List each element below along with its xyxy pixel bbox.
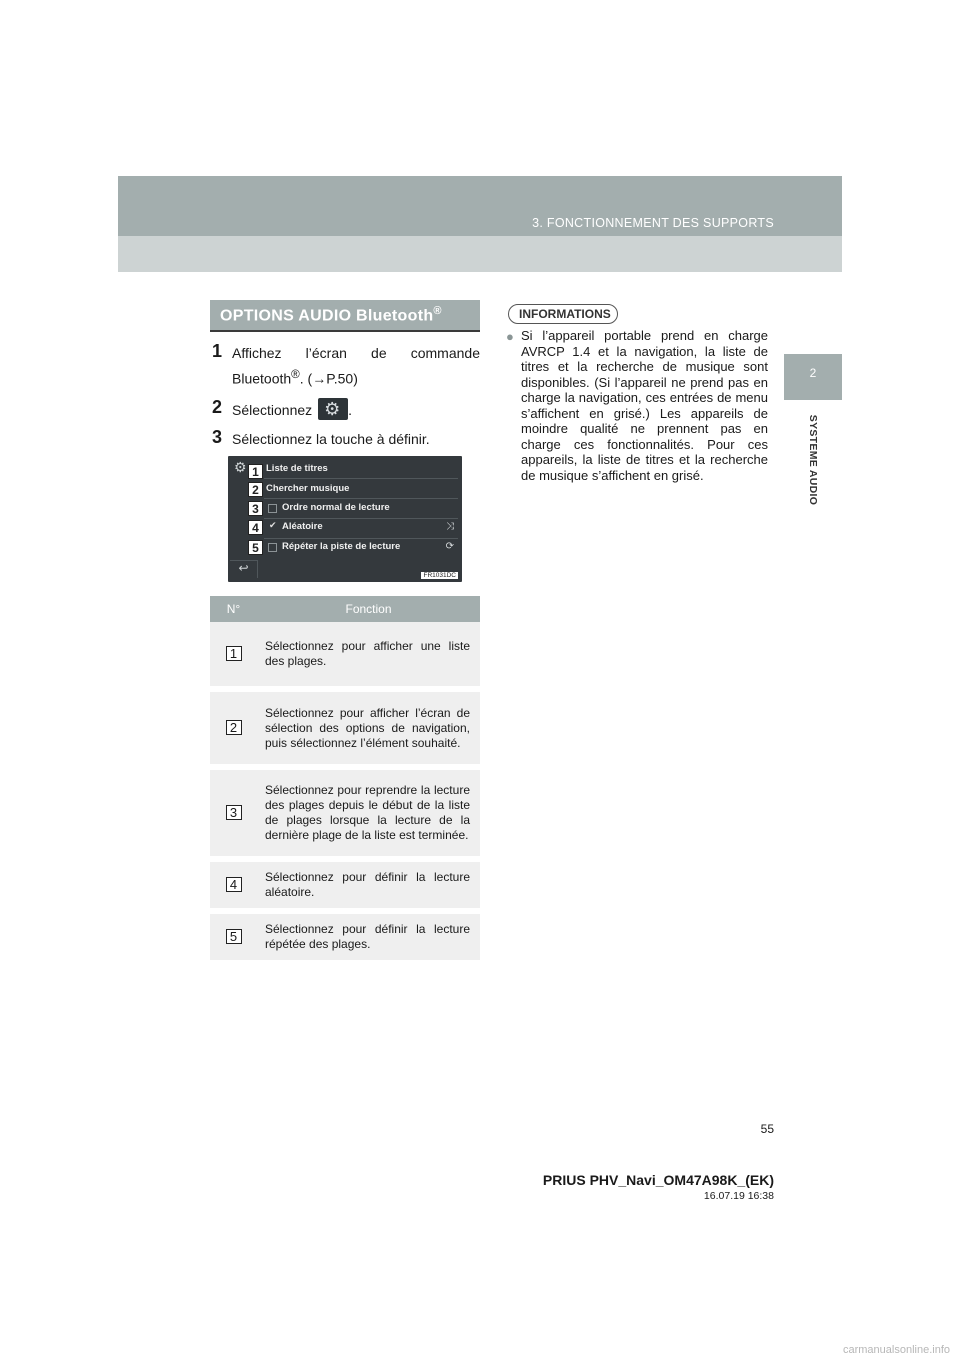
number-box: 3 xyxy=(226,805,242,820)
section-heading-text: OPTIONS AUDIO Bluetooth xyxy=(220,307,434,325)
table-row xyxy=(210,692,480,770)
back-arrow-icon[interactable]: ↩ xyxy=(230,560,258,578)
step-number: 3 xyxy=(212,427,223,447)
step-text: Sélectionnez la touche à définir. xyxy=(232,431,430,447)
info-tag: INFORMATIONS xyxy=(508,304,618,324)
watermark: carmanualsonline.info xyxy=(842,1344,950,1356)
shuffle-icon: ⤨ xyxy=(446,521,454,532)
chapter-tab-number: 2 xyxy=(784,354,842,400)
settings-gear-icon: ⚙ xyxy=(234,459,247,475)
page-reference: . (→P.50) xyxy=(299,370,358,387)
menu-item-track-list[interactable]: Liste de titres xyxy=(266,463,328,474)
bluetooth-word: Bluetooth xyxy=(232,370,292,387)
step-number: 2 xyxy=(212,397,223,417)
section-title: 3. FONCTIONNEMENT DES SUPPORTS xyxy=(532,216,774,230)
info-text: Si l’appareil portable prend en charge AVRCP 1.4 et la navigation, la liste de titres et la recherche de musique sont disponibles. (Si l’appareil ne prend pas en charge la navigation, ces entrées de menu s’affichent en grisé.) Les appareils de moindre qualité ne prennent pas en charge ces fonctionnalités. Pour ces appareils, la liste de titres et la recherche de musique s’affichent en grisé. xyxy=(521,328,768,483)
table-cell-number xyxy=(210,622,257,692)
table-cell-function: Sélectionnez pour définir la lecture aléatoire. xyxy=(257,862,480,914)
table-cell-number xyxy=(210,692,257,770)
registered-mark: ® xyxy=(433,305,442,317)
step-text-continued xyxy=(212,364,480,390)
page-number: 55 xyxy=(760,1122,774,1136)
number-box: 1 xyxy=(226,646,242,661)
step-3 xyxy=(212,428,480,450)
number-box: 4 xyxy=(226,877,242,892)
section-rule xyxy=(210,330,480,332)
callout-badge: 3 xyxy=(248,501,263,516)
step-1 xyxy=(212,342,480,390)
callout-badge: 2 xyxy=(248,482,263,497)
chapter-tab-text: SYSTEME AUDIO xyxy=(807,414,819,506)
table-cell-function: Sélectionnez pour afficher l’écran de sélection des options de navigation, puis sélectionnez l’élément souhaité. xyxy=(257,692,480,770)
step-number: 1 xyxy=(212,341,223,361)
callout-badge: 5 xyxy=(248,540,263,555)
section-heading xyxy=(210,300,480,330)
table-cell-function: Sélectionnez pour afficher une liste des plages. xyxy=(257,622,480,692)
chapter-tab-label xyxy=(784,400,842,520)
settings-gear-icon: ⚙ xyxy=(318,398,348,420)
header-sub-band xyxy=(118,236,842,272)
table-row xyxy=(210,622,480,692)
checkmark-icon[interactable]: ✔ xyxy=(269,520,277,530)
checkbox-unchecked-icon[interactable] xyxy=(268,504,277,513)
step-text-end: . xyxy=(348,402,352,418)
table-row xyxy=(210,770,480,862)
function-table xyxy=(210,596,480,966)
step-2 xyxy=(212,398,480,421)
table-cell-number xyxy=(210,770,257,862)
table-row xyxy=(210,862,480,914)
column-header-number: N° xyxy=(210,596,257,622)
menu-item-repeat[interactable]: Répéter la piste de lecture xyxy=(282,541,401,552)
table-header-row xyxy=(210,596,480,622)
step-text-main: Sélectionnez xyxy=(232,402,313,418)
bullet-icon: ● xyxy=(506,329,514,344)
checkbox-unchecked-icon[interactable] xyxy=(268,543,277,552)
header-band xyxy=(118,176,842,236)
callout-badge: 4 xyxy=(248,520,263,535)
image-code: FR1031DC xyxy=(423,572,456,579)
menu-item-normal-order[interactable]: Ordre normal de lecture xyxy=(282,502,390,513)
step-text: Affichez l’écran de commande xyxy=(232,345,480,361)
callout-badge: 1 xyxy=(248,464,263,479)
audio-options-screen xyxy=(228,456,462,582)
registered-mark: ® xyxy=(291,368,300,381)
info-body xyxy=(506,328,768,483)
table-cell-function: Sélectionnez pour reprendre la lecture des plages depuis le début de la liste de plages lorsque la lecture de la dernière plage de la liste est terminée. xyxy=(257,770,480,862)
number-box: 5 xyxy=(226,929,242,944)
table-cell-number xyxy=(210,862,257,914)
number-box: 2 xyxy=(226,720,242,735)
document-id: PRIUS PHV_Navi_OM47A98K_(EK) xyxy=(542,1172,774,1188)
menu-item-search-music[interactable]: Chercher musique xyxy=(266,483,350,494)
table-row xyxy=(210,914,480,966)
column-header-function: Fonction xyxy=(257,596,480,622)
document-timestamp: 16.07.19 16:38 xyxy=(703,1190,774,1202)
table-cell-function: Sélectionnez pour définir la lecture répétée des plages. xyxy=(257,914,480,966)
step-text xyxy=(212,398,480,421)
repeat-icon: ⟳ xyxy=(445,541,454,552)
table-cell-number xyxy=(210,914,257,966)
menu-item-shuffle[interactable]: Aléatoire xyxy=(282,521,323,532)
